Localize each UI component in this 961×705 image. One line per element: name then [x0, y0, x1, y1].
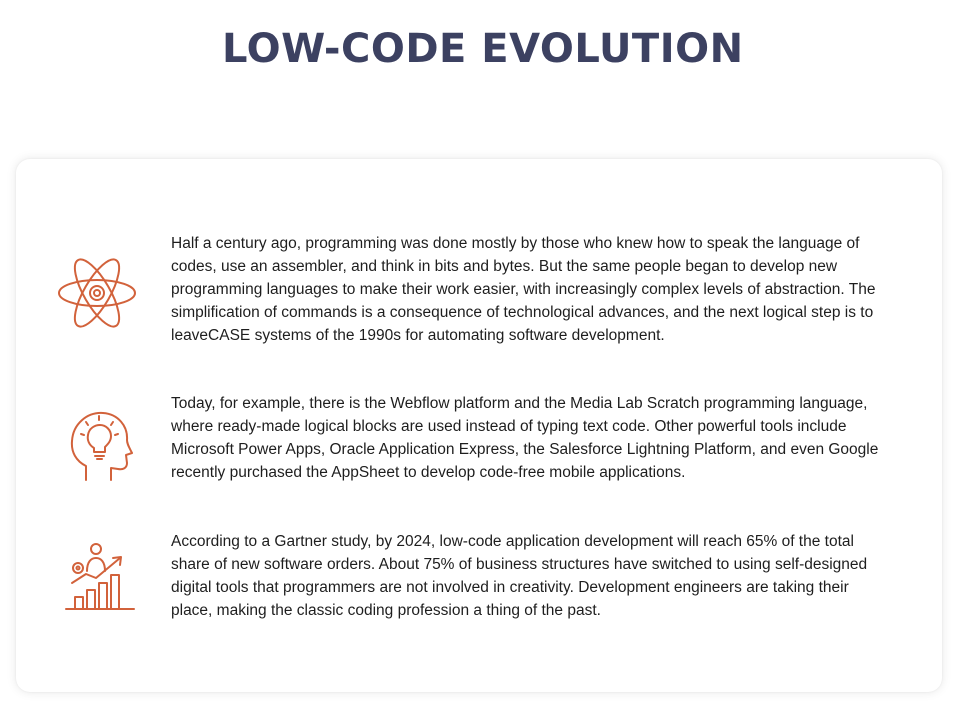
- content-card: [16, 159, 942, 692]
- head-lightbulb-icon: [56, 404, 138, 486]
- paragraph-history: Half a century ago, programming was done mostly by those who knew how to speak the language of codes, use an assembler, and think in bits and bytes. But the same people began to develop new programming languages to make their work easier, with increasingly complex levels of abstraction. The simplification of commands is a consequence of technological advances, and the next logical step is to leaveCASE systems of the 1990s for automating software development.: [171, 235, 876, 344]
- growth-chart-person-icon: [56, 540, 138, 622]
- paragraph-study: According to a Gartner study, by 2024, low-code application development will reach 65% of the total share of new software orders. About 75% of business structures have switched to using self-designed digital tools that programmers are not involved in creativity. Development engineers are taking their place, making the classic coding profession a thing of the past.: [171, 533, 868, 619]
- page-title: LOW-CODE EVOLUTION: [222, 26, 744, 72]
- paragraph-platforms: Today, for example, there is the Webflow platform and the Media Lab Scratch programming language, where ready-made logical blocks are used instead of typing text code. Other powerful tools include Microsoft Power Apps, Oracle Application Express, the Salesforce Lightning Platform, and even Google recently purchased the AppSheet to develop code-free mobile applications.: [171, 395, 879, 481]
- atom-icon: [56, 252, 138, 334]
